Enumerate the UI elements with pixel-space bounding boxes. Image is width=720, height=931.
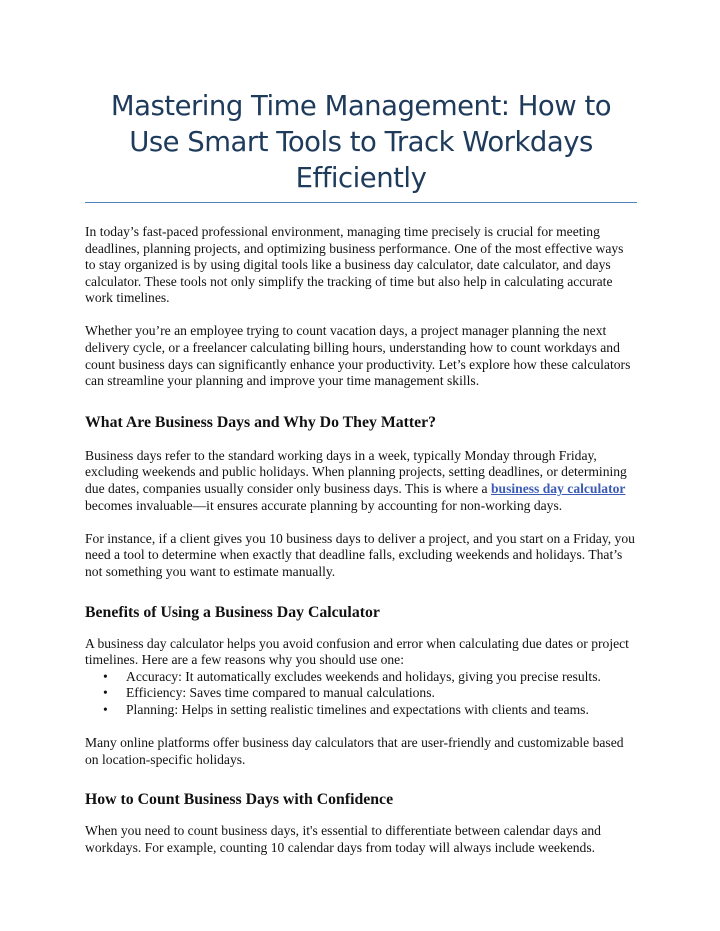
benefits-list (85, 669, 637, 719)
bullet-icon: • (103, 685, 108, 701)
bullet-icon: • (103, 701, 108, 717)
business-days-paragraph-1 (85, 448, 637, 514)
count-business-days-paragraph-1: When you need to count business days, it's essential to differentiate between calendar days and workdays. For example, counting 10 calendar days from today will always include weekends. (85, 823, 601, 855)
list-item-text: Efficiency: Saves time compared to manual calculations. (126, 685, 435, 701)
list-item (85, 669, 637, 686)
list-item-text: Planning: Helps in setting realistic timelines and expectations with clients and teams. (126, 701, 589, 717)
section-heading-benefits: Benefits of Using a Business Day Calculator (85, 603, 380, 621)
list-item-text: Accuracy: It automatically excludes weekends and holidays, giving you precise results. (126, 668, 601, 684)
page-title: Mastering Time Management: How to Use Smart Tools to Track Workdays Efficiently (110, 90, 612, 194)
business-days-paragraph-2: For instance, if a client gives you 10 business days to deliver a project, and you start on a Friday, you need a tool to determine when exactly that deadline falls, excluding weekends and holidays. That’s not something you want to estimate manually. (85, 530, 635, 579)
list-item (85, 702, 637, 719)
benefits-paragraph-2: Many online platforms offer business day calculators that are user-friendly and customizable based on location-specific holidays. (85, 734, 624, 767)
section-heading-count-business-days: How to Count Business Days with Confidence (85, 791, 394, 809)
document-page (85, 0, 637, 856)
bullet-icon: • (103, 668, 108, 684)
section-heading-business-days: What Are Business Days and Why Do They Matter? (85, 413, 437, 431)
paragraph-text: becomes invaluable—it ensures accurate planning by accounting for non-working days. (85, 497, 563, 513)
title-divider (85, 202, 637, 203)
intro-paragraph-1: In today’s fast-paced professional environment, managing time precisely is crucial for meeting deadlines, planning projects, and optimizing business performance. One of the most effective ways to stay organized is by using digital tools like a business day calculator, date calculator, and days calculator. These tools not only simplify the tracking of time but also help in calculating accurate work timelines. (85, 224, 624, 306)
intro-paragraph-2: Whether you’re an employee trying to count vacation days, a project manager planning the next delivery cycle, or a freelancer calculating billing hours, understanding how to count workdays and count business days can significantly enhance your productivity. Let’s explore how these calculators can streamline your planning and improve your time management skills. (85, 323, 631, 389)
business-day-calculator-link[interactable]: business day calculator (490, 481, 626, 497)
list-item (85, 685, 637, 702)
paragraph-text: Business days refer to the standard working days in a week, typically Monday through Friday, excluding weekends and public holidays. When planning projects, setting deadlines, or determining due dates, companies usually consider only business days. This is where a (85, 447, 627, 497)
benefits-paragraph-1: A business day calculator helps you avoid confusion and error when calculating due dates or project timelines. Here are a few reasons why you should use one: (85, 635, 629, 668)
